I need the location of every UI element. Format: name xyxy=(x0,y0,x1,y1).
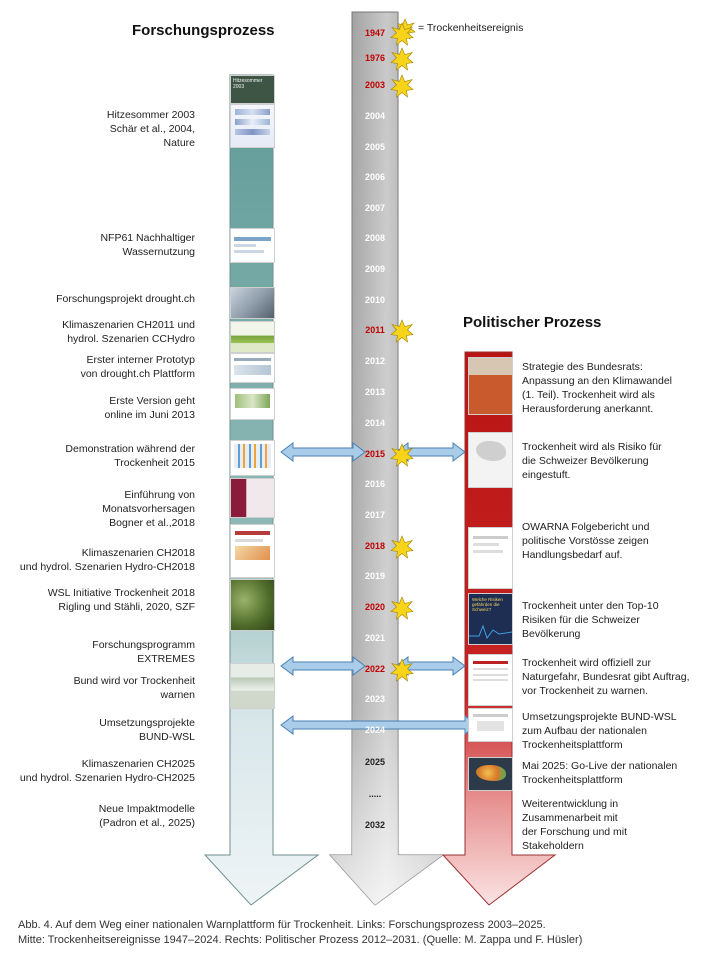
timeline-year-1947: 1947 xyxy=(364,28,386,38)
thumb-platform-map xyxy=(468,757,513,791)
thumb-demo-2015-table xyxy=(230,440,275,476)
timeline-year-2010: 2010 xyxy=(364,295,386,305)
timeline-year-2015: 2015 xyxy=(364,449,386,459)
thumb-top10-title: Welche Risiken gefährden die Schweiz? xyxy=(472,597,503,612)
timeline-year-2005: 2005 xyxy=(364,142,386,152)
research-item-ch2025: Klimaszenarien CH2025 und hydrol. Szenarien Hydro-CH2025 xyxy=(19,758,195,784)
timeline-year-2032: 2032 xyxy=(364,820,386,830)
timeline-year-2018: 2018 xyxy=(364,541,386,551)
timeline-year-2023: 2023 xyxy=(364,694,386,704)
drought-star-icon xyxy=(390,535,414,559)
political-item-owarna: OWARNA Folgebericht und politische Vorstösse zeigen Handlungsbedarf auf. xyxy=(522,521,650,561)
political-item-top10: Trockenheit unter den Top-10 Risiken für die Schweizer Bevölkerung xyxy=(522,600,659,640)
research-item-prototype: Erster interner Prototyp von drought.ch Plattform xyxy=(80,354,195,380)
political-item-risk: Trockenheit wird als Risiko für die Schweizer Bevölkerung eingestuft. xyxy=(522,441,662,481)
timeline-year-dotsdotsdotsdotsdots: ..... xyxy=(368,789,382,799)
timeline-year-2019: 2019 xyxy=(364,571,386,581)
research-item-umsetzung: Umsetzungsprojekte BUND-WSL xyxy=(99,717,195,743)
drought-star-icon xyxy=(390,658,414,682)
timeline-year-2006: 2006 xyxy=(364,172,386,182)
thumb-top10-risks xyxy=(468,593,513,645)
timeline-year-2008: 2008 xyxy=(364,233,386,243)
drought-star-icon xyxy=(390,596,414,620)
research-title: Forschungsprozess xyxy=(132,22,275,39)
thumb-cchydro xyxy=(230,321,275,353)
thumb-ch2018-report xyxy=(230,524,275,578)
timeline-year-2022: 2022 xyxy=(364,664,386,674)
political-title: Politischer Prozess xyxy=(463,314,602,331)
timeline-year-2004: 2004 xyxy=(364,111,386,121)
timeline-year-2017: 2017 xyxy=(364,510,386,520)
timeline-year-2003: 2003 xyxy=(364,80,386,90)
timeline-year-2014: 2014 xyxy=(364,418,386,428)
research-item-online-2013: Erste Version geht online im Juni 2013 xyxy=(104,395,195,421)
timeline-year-2025: 2025 xyxy=(364,757,386,767)
research-item-extremes: Forschungsprogramm EXTREMES xyxy=(92,639,195,665)
thumb-online-2013 xyxy=(230,388,275,420)
thumb-bund-wsl-doc xyxy=(468,708,513,742)
thumb-extremes xyxy=(230,663,275,709)
research-item-ch2018: Klimaszenarien CH2018 und hydrol. Szenarien Hydro-CH2018 xyxy=(19,547,195,573)
figure-caption: Abb. 4. Auf dem Weg einer nationalen Warnplattform für Trockenheit. Links: Forschungsprozess 2003–2025. Mitte: Trockenheitsereignisse 1947–2024. Rechts: Politischer Prozess 2012–2031. (Quelle: M. Zappa und F. Hüsler) xyxy=(18,919,583,946)
thumb-monthly-forecast xyxy=(230,478,275,518)
research-item-bund-warn: Bund wird vor Trockenheit warnen xyxy=(73,675,195,701)
research-item-impaktmodelle: Neue Impaktmodelle (Padron et al., 2025) xyxy=(98,803,195,829)
thumb-hitzesommer-label: Hitzesommer 2003 xyxy=(233,78,263,90)
thumb-hitzesommer-cover xyxy=(230,75,275,104)
timeline-year-2009: 2009 xyxy=(364,264,386,274)
research-item-drought-ch: Forschungsprojekt drought.ch xyxy=(56,293,195,305)
political-item-umsetzung: Umsetzungsprojekte BUND-WSL zum Aufbau der nationalen Trockenheitsplattform xyxy=(522,711,677,751)
drought-star-icon xyxy=(390,47,414,71)
research-item-demo-2015: Demonstration während der Trockenheit 2015 xyxy=(65,443,195,469)
thumb-naturgefahr-doc xyxy=(468,654,513,706)
drought-star-icon xyxy=(390,443,414,467)
thumb-prototype xyxy=(230,353,275,383)
drought-legend-label: = Trockenheitsereignis xyxy=(418,22,524,34)
thumb-owarna-report xyxy=(468,527,513,589)
drought-star-icon xyxy=(390,319,414,343)
research-item-hitzesommer: Hitzesommer 2003 Schär et al., 2004, Nature xyxy=(106,109,195,149)
timeline-year-2024: 2024 xyxy=(364,725,386,735)
political-item-naturgefahr: Trockenheit wird offiziell zur Naturgefahr, Bundesrat gibt Auftrag, vor Trockenheit zu warnen. xyxy=(522,657,690,697)
thumb-schaer-maps xyxy=(230,104,275,148)
political-item-golive: Mai 2025: Go-Live der nationalen Trockenheitsplattform xyxy=(522,760,678,786)
thumb-nfp61 xyxy=(230,228,275,263)
timeline-year-1976: 1976 xyxy=(364,53,386,63)
thumb-meeting-photo xyxy=(230,287,275,319)
timeline-year-2020: 2020 xyxy=(364,602,386,612)
thumb-risk-map-2015 xyxy=(468,432,513,488)
timeline-year-2011: 2011 xyxy=(365,325,385,335)
research-item-wsl-initiative: WSL Initiative Trockenheit 2018 Rigling und Stähli, 2020, SZF xyxy=(47,587,195,613)
timeline-year-2007: 2007 xyxy=(364,203,386,213)
thumb-strategy-bundesrat xyxy=(468,357,513,415)
thumb-wsl-forest xyxy=(230,579,275,631)
political-item-weiterentwicklung: Weiterentwicklung in Zusammenarbeit mit der Forschung und mit Stakeholdern xyxy=(522,798,628,852)
timeline-year-2013: 2013 xyxy=(364,387,386,397)
timeline-year-2012: 2012 xyxy=(364,356,386,366)
drought-star-icon xyxy=(390,22,414,46)
timeline-year-2016: 2016 xyxy=(364,479,386,489)
research-item-ch2011: Klimaszenarien CH2011 und hydrol. Szenarien CCHydro xyxy=(62,319,195,345)
drought-star-icon xyxy=(390,74,414,98)
timeline-year-2021: 2021 xyxy=(364,633,386,643)
research-item-nfp61: NFP61 Nachhaltiger Wassernutzung xyxy=(100,232,195,258)
research-item-monthly-forecasts: Einführung von Monatsvorhersagen Bogner et al.,2018 xyxy=(102,489,195,529)
political-item-strategy: Strategie des Bundesrats: Anpassung an den Klimawandel (1. Teil). Trockenheit wird als Herausforderung anerkannt. xyxy=(522,361,673,415)
